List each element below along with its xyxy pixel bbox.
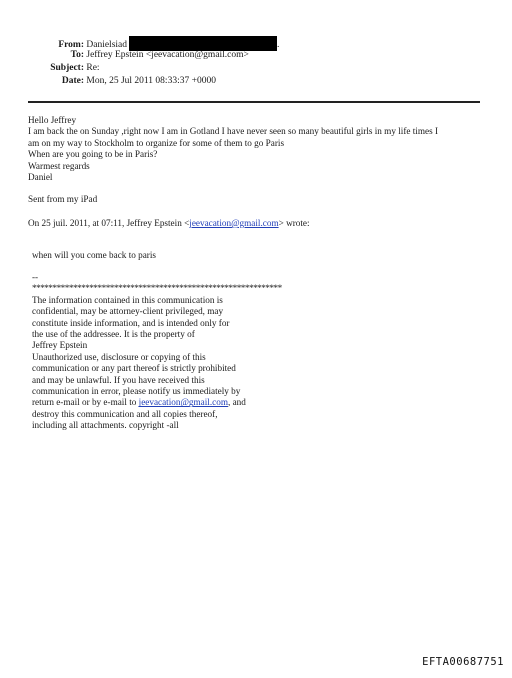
subject-value: Re:	[86, 63, 100, 73]
disclaimer-line	[32, 397, 492, 408]
disclaimer-line: including all attachments. copyright -all	[32, 420, 179, 431]
disclaimer-line: destroy this communication and all copies thereof,	[32, 408, 218, 419]
subject-row	[34, 62, 100, 74]
from-tail: .	[277, 40, 280, 50]
to-value: Jeffrey Epstein <jeevacation@gmail.com>	[86, 50, 249, 60]
date-value: Mon, 25 Jul 2011 08:33:37 +0000	[86, 76, 216, 86]
quote-intro-text: On 25 juil. 2011, at 07:11, Jeffrey Epstein <	[28, 218, 190, 228]
disclaimer-line: and may be unlawful. If you have received this	[32, 374, 205, 385]
quoted-message	[32, 250, 492, 261]
message-line: I am back the on Sunday ,right now I am in Gotland I have never seen so many beautiful girls in my life times I	[28, 126, 439, 137]
signature	[28, 194, 488, 205]
quote-intro-tail: > wrote:	[278, 218, 310, 228]
disclaimer-line: the use of the addressee. It is the property of	[32, 329, 195, 340]
quoted-text: when will you come back to paris	[32, 250, 156, 260]
disclaimer-email-link[interactable]: jeevacation@gmail.com	[138, 397, 228, 408]
from-value: Danielsiad	[86, 40, 128, 50]
signature-text: Sent from my iPad	[28, 194, 98, 204]
header-divider	[28, 101, 480, 103]
disclaimer-line-text: return e-mail or by e-mail to	[32, 397, 139, 408]
quote-intro	[28, 218, 488, 229]
message-line: Daniel	[28, 172, 53, 183]
to-label: To:	[70, 50, 84, 60]
disclaimer-line: The information contained in this communication is	[32, 294, 223, 305]
disclaimer-line-tail: , and	[227, 397, 246, 408]
message-line: When are you going to be in Paris?	[28, 149, 158, 160]
disclaimer-line: confidential, may be attorney-client privileged, may	[32, 306, 224, 317]
subject-label: Subject:	[50, 63, 84, 73]
document-id: EFTA00687751	[422, 656, 504, 668]
separator: --	[32, 272, 39, 282]
disclaimer-line: Unauthorized use, disclosure or copying of this	[32, 351, 206, 362]
message-body	[28, 115, 488, 183]
message-line: Hello Jeffrey	[28, 115, 77, 125]
disclaimer-line: Jeffrey Epstein	[32, 340, 88, 351]
disclaimer-line: constitute inside information, and is intended only for	[32, 317, 230, 328]
from-label: From:	[58, 40, 84, 50]
message-line: am on my way to Stockholm to organize for some of them to go Paris	[28, 137, 285, 148]
disclaimer-line: communication or any part thereof is strictly prohibited	[32, 363, 236, 374]
quote-email-link[interactable]: jeevacation@gmail.com	[189, 218, 279, 228]
star-rule: *************************************************************	[32, 283, 282, 294]
date-label: Date:	[61, 76, 84, 86]
message-line: Warmest regards	[28, 160, 90, 171]
to-row	[44, 49, 249, 61]
disclaimer-line: communication in error, please notify us immediately by	[32, 386, 241, 397]
disclaimer	[32, 272, 492, 432]
date-row	[44, 75, 216, 87]
